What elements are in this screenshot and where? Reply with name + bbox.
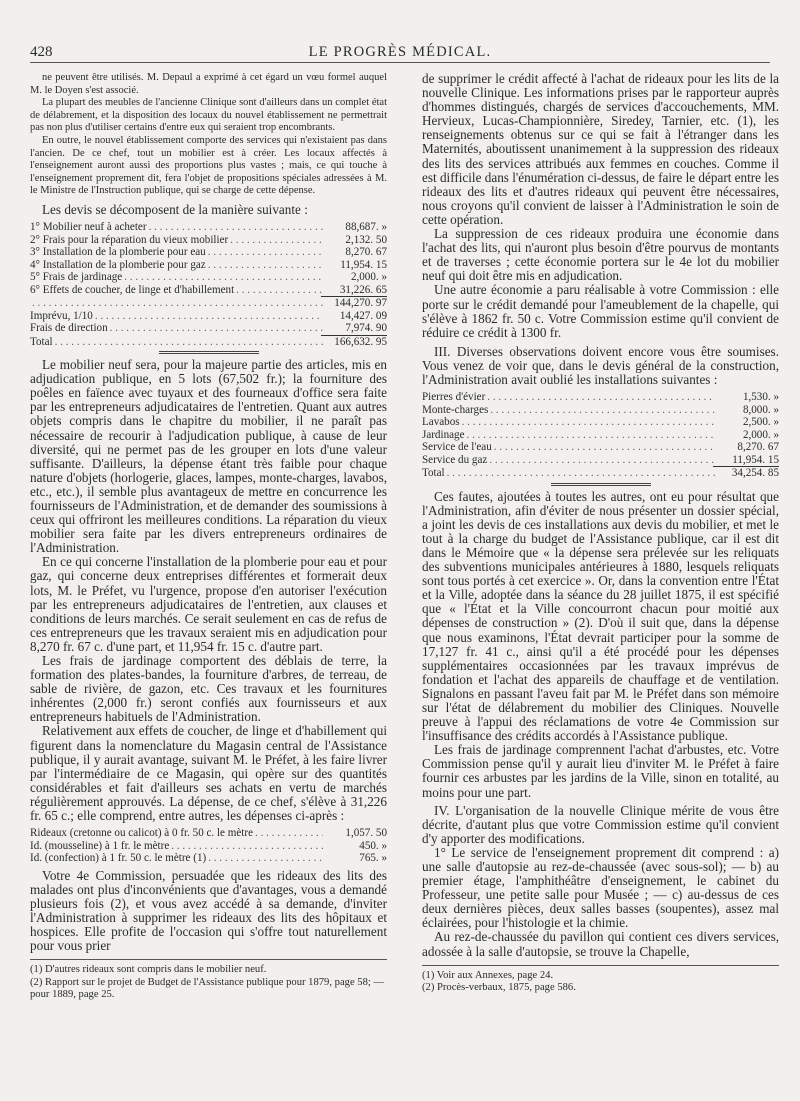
row-value: 34,254. 85 <box>731 467 779 480</box>
row-value: 14,427. 09 <box>339 309 387 322</box>
left-paragraph: Votre 4e Commission, persuadée que les rideaux des lits des malades ont plus d'inconvénients que d'avantages, vous a demandé plusieurs fois (2), et vous avez accédé à sa demande, d'inviter l'Administration à supprimer les rideaux des lits des hôpitaux et hospices. Elle profite de l'occasion qui s'offre tout naturellement pour vous prier <box>30 867 387 954</box>
left-paragraph: Le mobilier neuf sera, pour la majeure partie des articles, mis en adjudication publique, en 5 lots (67,502 fr.); la fourniture des poêles en faïence avec tuyaux et des fourneaux d'office sera faite par les entrepreneurs adjudicataires de l'entretien. Quant aux autres objets compris dans le chapitre du mobilier, il ne paraît pas nécessaire de recourir à l'adjudication publique, à cause de leur diversité, qui ne permet pas de les grouper en lots d'une valeur suffisante. D'ailleurs, la dépense étant très faible pour chaque nature d'objets (horlogerie, glaces, lampes, monte-charges, lavabos, etc., etc.), il semble plus avantageux de mettre en concurrence les fournisseurs de l'Administration, et de demander des soumissions à ceux qui offriront les meilleures conditions. La réparation du vieux mobilier sera faite par les divers entrepreneurs ordinaires de l'Administration. <box>30 357 387 556</box>
row-label: Service de l'eau <box>422 441 492 454</box>
row-value: 7,974. 90 <box>345 322 387 335</box>
leader-dots <box>462 416 715 429</box>
leader-dots <box>490 404 715 417</box>
row-value: 88,687. » <box>345 221 387 234</box>
devis-row <box>30 310 387 323</box>
leader-dots <box>236 284 323 297</box>
right-paragraph: de supprimer le crédit affecté à l'achat de rideaux pour les lits de la nouvelle Clinique. Les informations prises par le rapporteur auprès d'hommes distingués, chargés de services d'accouchements, MM. Hervieux, Lucas-Championnière, Siredey, Tarnier, etc. (1), les renseignements obtenus sur ce qui se fait à l'étranger dans les Maternités, aboutissent unanimement à la suppression des rideaux des lits des services attribués aux femmes en couches. Comme il est difficile dans l'énumération ci-dessus, de faire le départ entre les rideaux des lits et d'autres rideaux qui peuvent être nécessaires, nous croyons qu'il convient de laisser à l'Administration le soin de cette opération. <box>422 71 779 227</box>
left-footnotes <box>30 964 387 1001</box>
leader-dots <box>171 840 323 853</box>
leader-dots <box>208 246 323 259</box>
footnote-rule <box>30 959 387 960</box>
devis-row <box>30 221 387 234</box>
leader-dots <box>494 441 715 454</box>
row-label: Id. (mousseline) à 1 fr. le mètre <box>30 839 170 852</box>
rideaux-row <box>30 827 387 840</box>
leader-dots <box>447 467 715 480</box>
row-label: Pierres d'évier <box>422 391 486 404</box>
double-rule <box>551 483 651 486</box>
footnote: (1) Voir aux Annexes, page 24. <box>422 969 554 981</box>
leader-dots <box>487 391 715 404</box>
row-value: 11,954. 15 <box>732 453 779 466</box>
devis-table <box>30 221 387 354</box>
devis-row <box>30 322 387 335</box>
row-value: 2,500. » <box>742 416 779 429</box>
rideaux-table <box>30 827 387 865</box>
row-value: 450. » <box>359 839 387 852</box>
row-value: 8,270. 67 <box>737 441 779 454</box>
row-value: 1,057. 50 <box>345 827 387 840</box>
devis-row <box>30 246 387 259</box>
row-label: Lavabos <box>422 416 460 429</box>
footnote-rule <box>422 965 779 966</box>
row-label: Id. (confection) à 1 fr. 50 c. le mètre (1) <box>30 852 207 865</box>
left-paragraph: Les frais de jardinage comportent des déblais de terre, la formation des plates-bandes, la fourniture d'arbres, de terreau, de sable de rivière, de gazon, etc. Ces travaux et les fournitures inhérentes (2,000 fr.) seront confiés aux fournisseurs et aux entrepreneurs habituels de l'Administration. <box>30 653 387 725</box>
right-paragraph: Une autre économie a paru réalisable à votre Commission : elle porte sur le crédit demandé pour l'ameublement de la chapelle, qui s'élève à 1862 fr. 50 c. Votre Commission estime qu'il convient de réduire ce crédit à 1300 fr. <box>422 282 779 340</box>
leader-dots <box>208 259 323 272</box>
row-value: 2,000. » <box>742 428 779 441</box>
installations-table <box>422 391 779 486</box>
right-paragraph: Au rez-de-chaussée du pavillon qui contient ces divers services, adossée à la salle d'autopsie, se trouve la Chapelle, <box>422 929 779 959</box>
devis-subtotal-row <box>30 297 387 310</box>
row-label: 5° Frais de jardinage <box>30 271 123 284</box>
header-rule <box>30 62 770 63</box>
left-paragraph: En outre, le nouvel établissement comporte des services qui n'existaient pas dans l'ancien. De ce chef, tout un mobilier est à créer. Les locaux affectés à l'enseignement auront aussi des proportions plus vastes ; mais, ce qui touche à l'enseignement proprement dit, fera l'objet de propositions spéciales adressées à M. le Ministre de l'Instruction publique, qui se charge de cette dépense. <box>30 134 387 197</box>
row-label: Total <box>30 335 53 348</box>
row-value: 8,270. 67 <box>345 246 387 259</box>
leader-dots <box>467 429 715 442</box>
leader-dots <box>110 322 323 335</box>
footnote: (2) Procès-verbaux, 1875, page 586. <box>422 982 576 994</box>
installations-total-row <box>422 467 779 480</box>
installation-row <box>422 391 779 404</box>
leader-dots <box>230 234 323 247</box>
row-value: 2,132. 50 <box>345 233 387 246</box>
row-label: Total <box>422 467 445 480</box>
footnote: (2) Rapport sur le projet de Budget de l'Assistance publique pour 1879, page 58; — pour 1889, page 25. <box>30 976 385 1000</box>
row-label: Service du gaz <box>422 453 488 466</box>
leader-dots <box>124 271 323 284</box>
installation-row <box>422 441 779 454</box>
right-paragraph: III. Diverses observations doivent encore vous être soumises. Vous venez de voir que, dans le devis général de la construction, l'Administration avait oublié les installations suivantes : <box>422 343 779 387</box>
row-value: 1,530. » <box>742 391 779 404</box>
leader-dots <box>489 454 715 467</box>
devis-total-row <box>30 336 387 349</box>
left-paragraph: La plupart des meubles de l'ancienne Clinique sont d'ailleurs dans un complet état de délabrement, et la disposition des locaux du nouvel établissement ne permettrait pas non plus d'utiliser certains d'entre eux qui seraient trop encombrants. <box>30 97 387 134</box>
left-intro: ne peuvent être utilisés. M. Depaul a exprimé à cet égard un vœu formel auquel M. le Doyen s'est associé. <box>30 72 387 96</box>
leader-dots <box>208 852 323 865</box>
leader-dots <box>55 336 323 349</box>
installation-row <box>422 429 779 442</box>
row-label: Frais de direction <box>30 322 108 335</box>
right-paragraph: 1° Le service de l'enseignement proprement dit comprend : a) une salle d'autopsie au rez-de-chaussée (avec sous-sol); — b) au premier étage, l'amphithéâtre d'enseignement, le cabinet du Professeur, une petite salle pour Musée ; — c) au-dessus de ces deux dernières pièces, deux salles basses (soupentes), assez mal éclairées, pour l'histologie et la chimie. <box>422 844 779 931</box>
row-label: 2° Frais pour la réparation du vieux mobilier <box>30 233 229 246</box>
row-label: 6° Effets de coucher, de linge et d'habillement <box>30 283 235 296</box>
row-label: 1° Mobilier neuf à acheter <box>30 221 147 234</box>
installation-row <box>422 404 779 417</box>
leader-dots <box>149 221 323 234</box>
row-value: 2,000. » <box>350 271 387 284</box>
row-value: 166,632. 95 <box>334 335 387 348</box>
right-paragraph: Ces fautes, ajoutées à toutes les autres, ont eu pour résultat que l'Administration, afin d'éviter de nous présenter un dossier spécial, a joint les devis de ces installations aux devis du mobilier, et met le tout à la charge du budget de l'Assistance publique, car il est dit dans le Mémoire que « la dépense sera prélevée sur les reliquats des subventions municipales antérieures à 1880, lesquels reliquats sont tous portés à cet exercice ». Or, dans la convention entre l'État et la Ville, adoptée dans la séance du 28 juillet 1875, il est spécifié que « l'État et la Ville concourront chacun pour moitié aux dépenses de construction » (2). D'où il suit que, dans la dépense que nous examinons, l'État devrait participer pour la somme de 17,127 fr. 41 c., ainsi qu'il a été procédé pour les dépenses supplémentaires occasionnées par les travaux imprévus de fondation et l'achat des appareils de chauffage et de ventilation. Signalons en passant l'aveu fait par M. le Préfet dans son mémoire sur l'état de délabrement du mobilier des Cliniques. Nouvelle preuve à l'appui des réclamations de votre 4e Commission sur l'insuffisance des crédits accordés à l'Assistance publique. <box>422 488 779 744</box>
row-value: 31,226. 65 <box>339 283 387 296</box>
left-column <box>30 72 387 1001</box>
devis-row <box>30 284 387 297</box>
journal-title: LE PROGRÈS MÉDICAL. <box>308 44 492 60</box>
row-label: 3° Installation de la plomberie pour eau <box>30 246 206 259</box>
rideaux-row <box>30 840 387 853</box>
leader-dots <box>95 310 323 323</box>
right-paragraph: La suppression de ces rideaux produira une économie dans l'achat des lits, qui n'auront plus besoin d'être pourvus de montants et de traverses ; cette économie portera sur le 4e lot du mobilier neuf qui doit être mis en adjudication. <box>422 226 779 284</box>
row-label: 4° Installation de la plomberie pour gaz <box>30 258 206 271</box>
devis-heading: Les devis se décomposent de la manière suivante : <box>42 201 308 217</box>
right-footnotes <box>422 970 779 995</box>
row-label: Monte-charges <box>422 403 489 416</box>
leader-dots <box>255 827 323 840</box>
row-value: 144,270. 97 <box>334 297 387 310</box>
left-paragraph: En ce qui concerne l'installation de la plomberie pour eau et pour gaz, qui concerne deux entreprises différentes et formerait deux lots, M. le Préfet, vu l'urgence, propose d'en autoriser l'exécution par les entrepreneurs adjudicataires de l'entretien, aux clauses et conditions de leurs marchés. Ce serait seulement en cas de refus de ces entrepreneurs que les travaux seraient mis en adjudication pour 8,270 fr. 67 c. d'une part, et 11,954 fr. 15 c. d'autre part. <box>30 554 387 654</box>
rideaux-row <box>30 852 387 865</box>
page-number: 428 <box>30 44 53 60</box>
row-label: Jardinage <box>422 428 465 441</box>
row-value: 11,954. 15 <box>340 258 387 271</box>
footnote: (1) D'autres rideaux sont compris dans le mobilier neuf. <box>30 964 267 976</box>
devis-row <box>30 234 387 247</box>
right-paragraph: Les frais de jardinage comprennent l'achat d'arbustes, etc. Votre Commission pense qu'il y aurait lieu d'inviter M. le Préfet à faire fournir ces arbustes par les jardins de la Ville, sinon en totalité, au moins pour une part. <box>422 742 779 800</box>
devis-row <box>30 271 387 284</box>
double-rule <box>159 351 259 354</box>
leader-dots <box>32 297 323 310</box>
right-column <box>422 72 779 994</box>
row-label: Imprévu, 1/10 <box>30 309 93 322</box>
installation-row <box>422 454 779 467</box>
left-paragraph: Relativement aux effets de coucher, de linge et d'habillement qui figurent dans la nomenclature du Magasin central de l'Assistance publique, il y aurait avantage, suivant M. le Préfet, à les faire livrer par l'intermédiaire de ce Magasin, qui opère sur des quantités considérables et fait d'ailleurs ses achats en vertu de marchés régulièrement approuvés. La dépense, de ce chef, s'élève à 31,226 fr. 65 c.; elle comprend, entre autres, les dépenses ci-après : <box>30 723 387 824</box>
devis-row <box>30 259 387 272</box>
right-paragraph: IV. L'organisation de la nouvelle Clinique mérite de vous être décrite, d'autant plus que votre Commission estime qu'il convient d'y apporter des modifications. <box>422 802 779 846</box>
row-value: 8,000. » <box>742 403 779 416</box>
row-value: 765. » <box>359 852 387 865</box>
installation-row <box>422 416 779 429</box>
row-label: Rideaux (cretonne ou calicot) à 0 fr. 50 c. le mètre <box>30 827 254 840</box>
